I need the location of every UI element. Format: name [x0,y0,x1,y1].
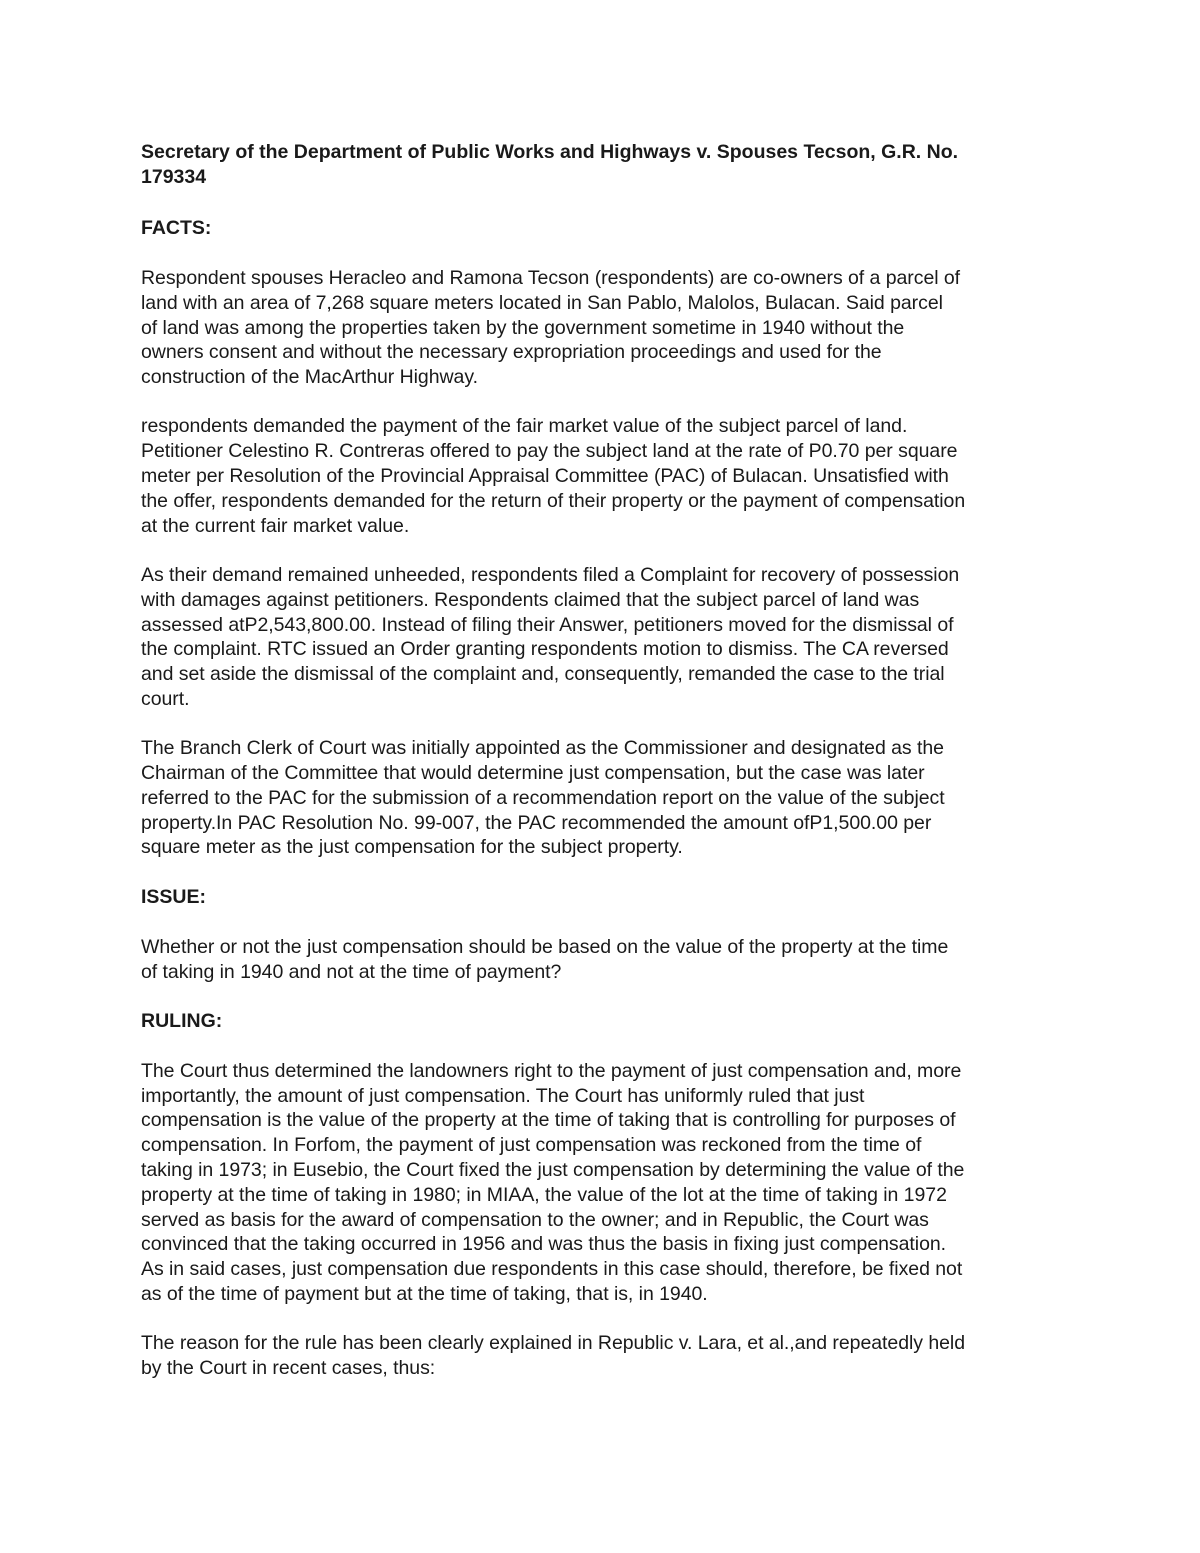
text-line: convinced that the taking occurred in 1956 and was thus the basis in fixing just compensation. [141,1233,947,1256]
document-page [141,140,1066,1405]
text-line: The Court thus determined the landowners right to the payment of just compensation and, more [141,1059,962,1082]
ruling-paragraph [141,1059,1066,1307]
text-line: as of the time of payment but at the time of taking, that is, in 1940. [141,1283,708,1305]
text-line: owners consent and without the necessary expropriation proceedings and used for the [141,341,882,364]
text-line: square meter as the just compensation for the subject property. [141,836,683,859]
text-line: court. [141,687,190,710]
facts-heading: FACTS: [141,217,212,239]
text-line: Chairman of the Committee that would determine just compensation, but the case was later [141,762,925,785]
title-line: Secretary of the Department of Public Works and Highways v. Spouses Tecson, G.R. No. [141,141,959,163]
text-line: compensation is the value of the property at the time of taking that is controlling for purposes of [141,1109,956,1132]
text-line: referred to the PAC for the submission of a recommendation report on the value of the subject [141,786,945,809]
text-line: with damages against petitioners. Respondents claimed that the subject parcel of land was [141,588,920,611]
text-line: respondents demanded the payment of the fair market value of the subject parcel of land. [141,415,908,438]
ruling-paragraph [141,1331,1066,1381]
text-line: served as basis for the award of compensation to the owner; and in Republic, the Court was [141,1208,929,1231]
text-line: As in said cases, just compensation due respondents in this case should, therefore, be fixed not [141,1258,963,1281]
text-line: Whether or not the just compensation should be based on the value of the property at the time [141,935,949,958]
facts-paragraph [141,736,1066,860]
text-line: Respondent spouses Heracleo and Ramona Tecson (respondents) are co-owners of a parcel of [141,267,961,289]
facts-paragraph [141,266,1066,390]
issue-paragraph [141,935,1066,985]
facts-paragraph [141,563,1066,712]
text-line: The Branch Clerk of Court was initially appointed as the Commissioner and designated as the [141,737,944,760]
text-line: property at the time of taking in 1980; in MIAA, the value of the lot at the time of taking in 1972 [141,1183,947,1206]
text-line: the offer, respondents demanded for the return of their property or the payment of compensation [141,489,966,512]
text-line: property.In PAC Resolution No. 99-007, the PAC recommended the amount ofP1,500.00 per [141,811,932,834]
text-line: land with an area of 7,268 square meters located in San Pablo, Malolos, Bulacan. Said parcel [141,291,943,314]
text-line: at the current fair market value. [141,514,410,537]
text-line: taking in 1973; in Eusebio, the Court fixed the just compensation by determining the value of the [141,1159,965,1182]
issue-heading: ISSUE: [141,885,207,908]
facts-paragraph [141,414,1066,538]
text-line: Petitioner Celestino R. Contreras offered to pay the subject land at the rate of P0.70 per square [141,440,958,463]
title-line: 179334 [141,166,207,188]
text-line: importantly, the amount of just compensation. The Court has uniformly ruled that just [141,1084,865,1107]
text-line: assessed atP2,543,800.00. Instead of filing their Answer, petitioners moved for the dismissal of [141,613,954,636]
text-line: construction of the MacArthur Highway. [141,366,478,389]
document-title [141,140,1066,190]
text-line: meter per Resolution of the Provincial Appraisal Committee (PAC) of Bulacan. Unsatisfied with [141,465,949,488]
text-line: by the Court in recent cases, thus: [141,1357,436,1380]
text-line: As their demand remained unheeded, respondents filed a Complaint for recovery of possession [141,563,960,586]
text-line: and set aside the dismissal of the complaint and, consequently, remanded the case to the trial [141,663,945,686]
text-line: the complaint. RTC issued an Order granting respondents motion to dismiss. The CA reversed [141,638,949,661]
text-line: of taking in 1940 and not at the time of payment? [141,960,562,983]
text-line: of land was among the properties taken by the government sometime in 1940 without the [141,316,905,339]
text-line: compensation. In Forfom, the payment of just compensation was reckoned from the time of [141,1134,922,1157]
text-line: The reason for the rule has been clearly explained in Republic v. Lara, et al.,and repeatedly held [141,1332,966,1355]
ruling-heading: RULING: [141,1009,223,1032]
